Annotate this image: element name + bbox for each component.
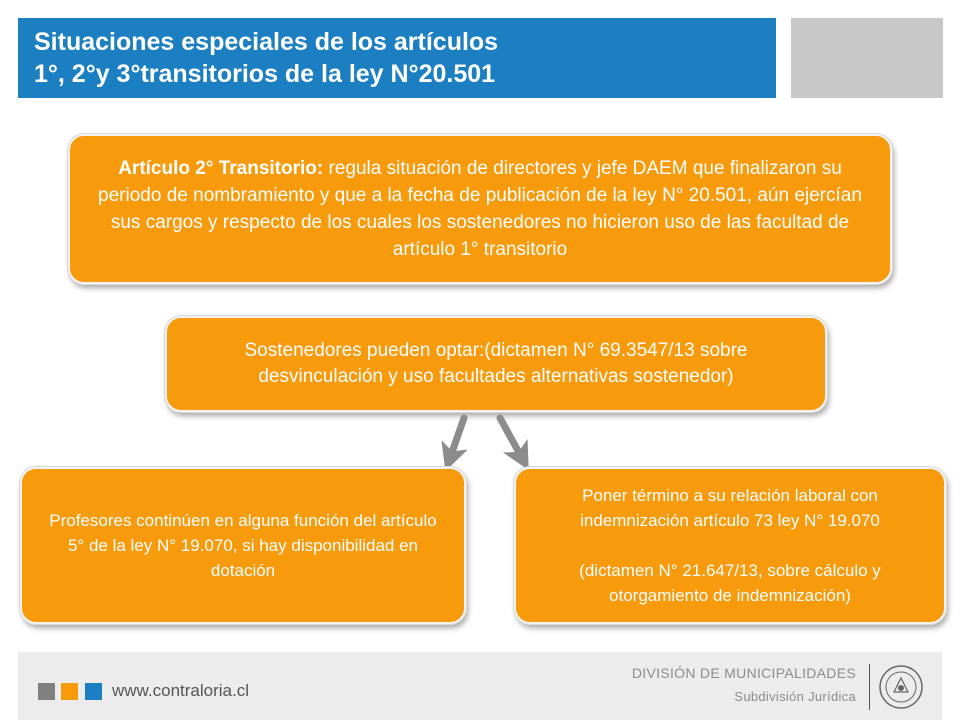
termination-option-content xyxy=(534,483,926,608)
arrow-right xyxy=(500,418,522,458)
options-text: Sostenedores pueden optar:(dictamen N° 69.3547/13 sobre desvinculación y uso facultades alternativas sostenedor) xyxy=(244,340,748,387)
termination-option-text: Poner término a su relación laboral con indemnización artículo 73 ley N° 19.070 xyxy=(580,486,880,530)
footer-blue-square xyxy=(85,683,102,700)
article-2-description: regula situación de directores y jefe DAEM que finalizaron su periodo de nombramiento y que a la fecha de publicación de la ley N° 20.501, aún ejercían sus cargos y respecto de los cuales los sostenedores no hicieron uso de las facultad de artículo 1° transitorio xyxy=(98,158,862,260)
contraloria-seal-icon xyxy=(878,664,924,710)
slide-title-line-1: Situaciones especiales de los artículos xyxy=(34,28,499,56)
header-grey-block xyxy=(791,18,943,98)
footer xyxy=(18,652,942,720)
teachers-option-box xyxy=(20,467,466,624)
subdivision-name: Subdivisión Jurídica xyxy=(734,689,856,704)
title-banner xyxy=(18,18,776,98)
termination-dictamen-text: (dictamen N° 21.647/13, sobre cálculo y otorgamiento de indemnización) xyxy=(579,561,881,605)
website-link[interactable]: www.contraloria.cl xyxy=(112,681,249,700)
options-box xyxy=(165,316,827,412)
arrow-left xyxy=(450,418,464,458)
branch-arrows xyxy=(430,410,540,472)
footer-orange-square xyxy=(61,683,78,700)
termination-spacer xyxy=(534,533,926,558)
footer-grey-square xyxy=(38,683,55,700)
teachers-option-text: Profesores continúen en alguna función del artículo 5° de la ley N° 19.070, si hay disponibilidad en dotación xyxy=(49,511,437,580)
article-2-heading: Artículo 2° Transitorio: xyxy=(118,158,324,179)
slide-title-line-2: 1°, 2°y 3°transitorios de la ley N°20.501 xyxy=(34,60,496,88)
footer-divider xyxy=(869,664,870,710)
article-2-box xyxy=(68,134,892,284)
article-2-text xyxy=(92,155,868,263)
termination-option-box xyxy=(514,467,946,624)
division-name: DIVISIÓN DE MUNICIPALIDADES xyxy=(631,665,856,681)
